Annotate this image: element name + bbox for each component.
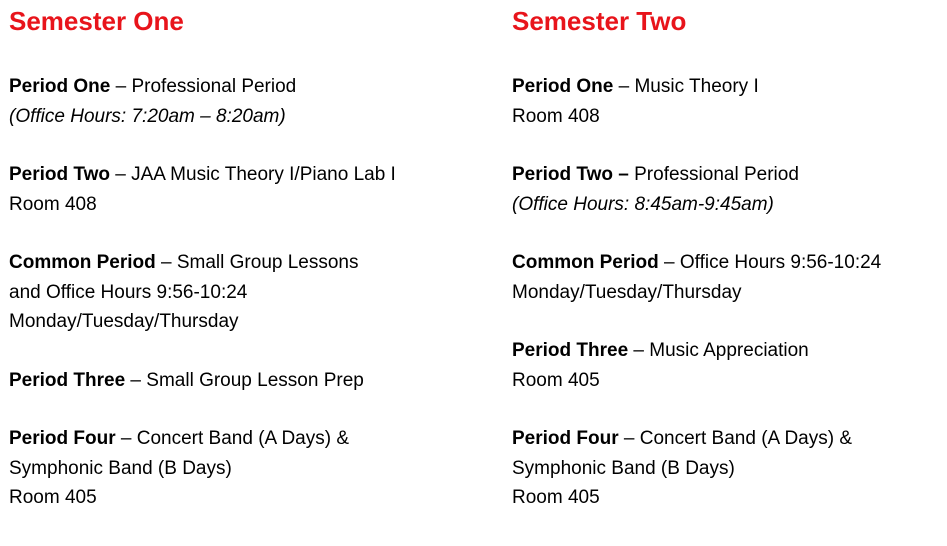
office-hours-note: (Office Hours: 8:45am-9:45am)	[512, 193, 774, 215]
period-detail: Professional Period	[634, 164, 799, 185]
detail-continuation: Symphonic Band (B Days)	[512, 457, 735, 479]
period-detail: Professional Period	[131, 76, 297, 97]
entry-first-line	[512, 424, 852, 454]
separator: –	[109, 164, 132, 185]
room-line: Room 408	[512, 105, 600, 127]
period-detail: Music Theory I	[634, 76, 759, 97]
period-label: Period Three	[9, 370, 126, 391]
period-detail: JAA Music Theory I/Piano Lab I	[131, 164, 396, 185]
entry-first-line	[512, 336, 809, 366]
detail-continuation: and Office Hours 9:56-10:24	[9, 281, 248, 303]
separator: –	[658, 252, 680, 273]
room-line: Room 405	[512, 487, 600, 508]
period-detail: Small Group Lesson Prep	[146, 370, 364, 391]
days-line: Monday/Tuesday/Thursday	[9, 311, 239, 332]
s1-period-four-entry	[9, 424, 349, 513]
period-label: Common Period	[512, 252, 659, 273]
period-label: Period Two	[9, 164, 110, 185]
detail-continuation: Symphonic Band (B Days)	[9, 457, 232, 479]
separator: –	[125, 370, 147, 391]
s2-period-three-entry	[512, 336, 809, 395]
days-line: Monday/Tuesday/Thursday	[512, 281, 742, 303]
room-line: Room 405	[9, 487, 97, 508]
separator: –	[628, 340, 650, 361]
period-detail: Concert Band (A Days) &	[639, 428, 853, 449]
period-label: Period One	[512, 76, 614, 97]
entry-first-line	[9, 72, 296, 102]
period-label: Period Three	[512, 340, 629, 361]
room-line: Room 408	[9, 193, 97, 215]
entry-first-line	[9, 160, 396, 190]
entry-first-line	[512, 248, 881, 278]
s1-period-three-entry	[9, 366, 364, 396]
office-hours-note: (Office Hours: 7:20am – 8:20am)	[9, 105, 286, 127]
entry-first-line	[9, 366, 364, 396]
period-detail: Concert Band (A Days) &	[136, 428, 350, 449]
semester-one-title: Semester One	[9, 6, 184, 36]
period-label: Period Four	[512, 428, 619, 449]
entry-first-line	[512, 160, 799, 190]
entry-first-line	[9, 424, 349, 454]
entry-first-line	[9, 248, 359, 278]
separator: –	[618, 428, 640, 449]
separator: –	[155, 252, 177, 273]
period-label: Period Four	[9, 428, 116, 449]
period-detail: Small Group Lessons	[176, 252, 359, 273]
separator: –	[115, 428, 137, 449]
room-line: Room 405	[512, 369, 600, 391]
separator: –	[110, 76, 132, 97]
semester-two-title: Semester Two	[512, 6, 687, 36]
period-label: Common Period	[9, 252, 156, 273]
period-label: Period Two –	[512, 164, 629, 185]
s2-period-one-entry	[512, 72, 759, 131]
s2-common-period-entry	[512, 248, 881, 307]
period-detail: Office Hours 9:56-10:24	[679, 252, 882, 273]
separator: –	[613, 76, 635, 97]
s1-period-one-entry	[9, 72, 296, 131]
entry-first-line	[512, 72, 759, 102]
s2-period-four-entry	[512, 424, 852, 513]
period-label: Period One	[9, 76, 111, 97]
s2-period-two-entry	[512, 160, 799, 219]
period-detail: Music Appreciation	[649, 340, 809, 361]
s1-common-period-entry	[9, 248, 359, 337]
s1-period-two-entry	[9, 160, 396, 219]
